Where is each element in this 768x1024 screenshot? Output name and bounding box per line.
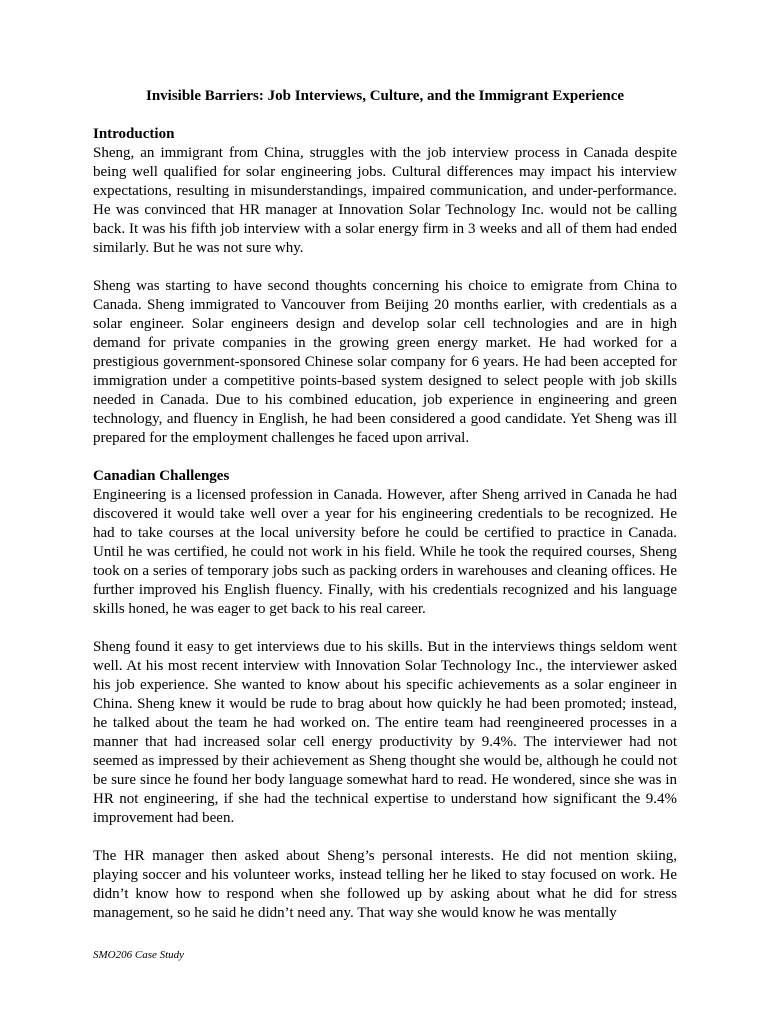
document-title: Invisible Barriers: Job Interviews, Culture, and the Immigrant Experience	[145, 88, 625, 104]
section-heading-introduction: Introduction	[93, 126, 175, 142]
paragraph: Sheng, an immigrant from China, struggles with the job interview process in Canada despite being well qualified for solar engineering jobs. Cultural differences may impact his interview expectations, resulting in misunderstandings, impaired communication, and under-performance. He was convinced that HR manager at Innovation Solar Technology Inc. would not be calling back. It was his fifth job interview with a solar energy firm in 3 weeks and all of them had ended similarly. But he was not sure why.	[93, 145, 677, 256]
paragraph: Sheng was starting to have second thoughts concerning his choice to emigrate from China to Canada. Sheng immigrated to Vancouver from Beijing 20 months earlier, with credentials as a solar engineer. Solar engineers design and develop solar cell technologies and are in high demand for private companies in the growing green energy market. He had worked for a prestigious government-sponsored Chinese solar company for 6 years. He had been accepted for immigration under a competitive points-based system designed to select people with job skills needed in Canada. Due to his combined education, job experience in engineering and green technology, and fluency in English, he had been considered a good candidate. Yet Sheng was ill prepared for the employment challenges he faced upon arrival.	[93, 278, 677, 446]
document-body	[93, 87, 677, 942]
page-footer: SMO206 Case Study	[93, 949, 185, 961]
paragraph: The HR manager then asked about Sheng’s personal interests. He did not mention skiing, playing soccer and his volunteer works, instead telling her he liked to stay focused on work. He didn’t know how to respond when she followed up by asking about what he did for stress management, so he said he didn’t need any. That way she would know he was mentally	[93, 848, 677, 921]
section-heading-canadian-challenges: Canadian Challenges	[93, 468, 230, 484]
paragraph: Engineering is a licensed profession in Canada. However, after Sheng arrived in Canada he had discovered it would take well over a year for his engineering credentials to be recognized. He had to take courses at the local university before he could be certified to practice in Canada. Until he was certified, he could not work in his field. While he took the required courses, Sheng took on a series of temporary jobs such as packing orders in warehouses and cleaning offices. He further improved his English fluency. Finally, with his credentials recognized and his language skills honed, he was eager to get back to his real career.	[93, 487, 677, 617]
paragraph: Sheng found it easy to get interviews due to his skills. But in the interviews things seldom went well. At his most recent interview with Innovation Solar Technology Inc., the interviewer asked his job experience. She wanted to know about his specific achievements as a solar engineer in China. Sheng knew it would be rude to brag about how quickly he had been promoted; instead, he talked about the team he had worked on. The entire team had reengineered processes in a manner that had increased solar cell energy productivity by 9.4%. The interviewer had not seemed as impressed by their achievement as Sheng thought she would be, although he could not be sure since he found her body language somewhat hard to read. He wondered, since she was in HR not engineering, if she had the technical expertise to understand how significant the 9.4% improvement had been.	[93, 639, 677, 826]
